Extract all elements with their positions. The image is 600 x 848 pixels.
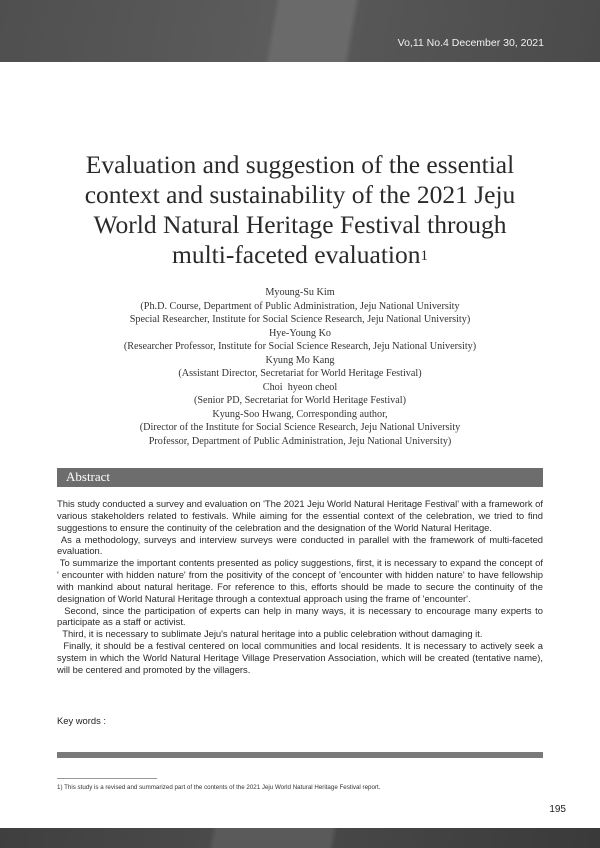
abstract-paragraph: Second, since the participation of experts can help in many ways, it is necessary to encourage many experts to participate as a staff or activist.: [57, 604, 546, 628]
abstract-paragraph: To summarize the important contents presented as policy suggestions, first, it is necessary to expand the concept of ' encounter with hidden nature' from the positivity of the concept of 'encounter with hidden nature' to have fellowship with mankind about natural heritage. For reference to this, efforts should be made to secure the continuity of the designation of World Natural Heritage through a contextual approach using the frame of 'encounter'.: [57, 557, 546, 604]
title-line-3: World Natural Heritage Festival through: [93, 210, 507, 239]
abstract-paragraph: Finally, it should be a festival centered on local communities and local residents. It is necessary to actively seek a system in which the World Natural Heritage Village Preservation Association, which will be created (tentative name), will be centered and promoted by the villagers.: [57, 640, 546, 675]
author-affiliation: Special Researcher, Institute for Social Science Research, Jeju National University): [129, 314, 471, 326]
author-block: [40, 286, 560, 449]
abstract-paragraph: Third, it is necessary to sublimate Jeju's natural heritage into a public celebration without damaging it.: [57, 628, 483, 640]
page-number: 195: [549, 804, 566, 815]
abstract-heading-bar: [57, 468, 543, 487]
author-affiliation: (Director of the Institute for Social Science Research, Jeju National University: [139, 422, 461, 434]
title-line-2: context and sustainability of the 2021 Jeju: [84, 180, 516, 209]
footnote: 1) This study is a revised and summarized part of the contents of the 2021 Jeju World Natural Heritage Festival report.: [57, 784, 381, 791]
author-name: Choi hyeon cheol: [262, 381, 338, 393]
author-name: Hye-Young Ko: [268, 327, 332, 339]
abstract-heading: Abstract: [66, 469, 111, 484]
title-line-4: [40, 240, 560, 270]
footer-band: [0, 828, 600, 848]
author-affiliation: (Assistant Director, Secretariat for World Heritage Festival): [178, 368, 422, 380]
paper-title: [40, 150, 560, 270]
author-affiliation: Professor, Department of Public Administration, Jeju National University): [148, 436, 452, 448]
author-affiliation: (Ph.D. Course, Department of Public Administration, Jeju National University: [140, 300, 460, 312]
author-name: Kyung-Soo Hwang, Corresponding author,: [212, 408, 388, 420]
author-affiliation: (Researcher Professor, Institute for Social Science Research, Jeju National University): [123, 341, 477, 353]
footnote-divider: [57, 778, 157, 779]
header-band: [0, 0, 600, 62]
section-divider: [57, 752, 543, 758]
keywords-label: Key words :: [57, 715, 106, 726]
author-name: Kyung Mo Kang: [265, 354, 335, 366]
author-affiliation: (Senior PD, Secretariat for World Heritage Festival): [193, 395, 407, 407]
title-line-1: Evaluation and suggestion of the essential: [85, 150, 515, 179]
author-name: Myoung-Su Kim: [265, 287, 335, 298]
title-line-4-text: multi-faceted evaluation: [171, 240, 421, 269]
abstract-body: [57, 498, 546, 676]
abstract-paragraph: This study conducted a survey and evaluation on 'The 2021 Jeju World Natural Heritage Festival' with a framework of various stakeholders related to festivals. While aiming for the essential context of the celebration, we tried to find suggestions to ensure the continuity of the celebration and the designation of the World Natural Heritage.: [57, 498, 543, 533]
abstract-paragraph: As a methodology, surveys and interview surveys were conducted in parallel with the framework of multi-faceted evaluation.: [57, 533, 546, 557]
issue-info: Vo,11 No.4 December 30, 2021: [397, 37, 544, 49]
footnote-marker: 1: [420, 248, 428, 264]
